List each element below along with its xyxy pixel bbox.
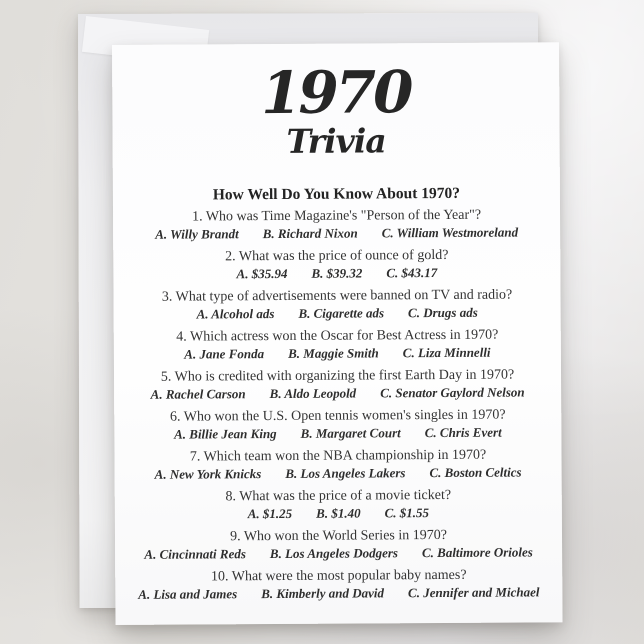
- answer-option-a: A. $35.94: [236, 265, 288, 282]
- answer-option-b: B. Los Angeles Lakers: [285, 465, 406, 481]
- answer-option-a: A. $1.25: [247, 505, 293, 522]
- question-text: 9. Who won the World Series in 1970?: [230, 527, 447, 545]
- answer-option-c: C. William Westmoreland: [381, 224, 519, 241]
- question-block: [121, 287, 552, 322]
- answer-option-a: A. Billie Jean King: [174, 426, 277, 442]
- answers-row: [122, 425, 553, 442]
- answer-option-c: C. $43.17: [386, 265, 438, 281]
- answer-option-b: B. $1.40: [316, 505, 361, 521]
- answers-row: [122, 345, 553, 362]
- card-subtitle: Trivia: [286, 121, 386, 161]
- card-heading: How Well Do You Know About 1970?: [212, 184, 461, 204]
- question-text: 5. Who is credited with organizing the first Earth Day in 1970?: [160, 367, 515, 385]
- question-text: 6. Who won the U.S. Open tennis women's singles in 1970?: [169, 407, 506, 425]
- question-block: [123, 567, 554, 602]
- question-block: [122, 447, 553, 482]
- answers-row: [121, 225, 552, 242]
- answers-row: [123, 545, 554, 562]
- answer-option-c: C. Liza Minnelli: [402, 344, 491, 361]
- answer-option-b: B. $39.32: [311, 265, 363, 281]
- answer-option-c: C. Baltimore Orioles: [421, 544, 533, 561]
- answer-option-c: C. Senator Gaylord Nelson: [380, 384, 525, 401]
- answer-option-c: C. Drugs ads: [407, 304, 478, 321]
- answer-option-b: B. Aldo Leopold: [269, 385, 357, 402]
- answer-option-a: A. Willy Brandt: [155, 226, 239, 242]
- question-block: [123, 527, 554, 562]
- question-text: 1. Who was Time Magazine's "Person of the Year"?: [192, 207, 482, 225]
- question-text: 4. Which actress won the Oscar for Best Actress in 1970?: [176, 327, 499, 345]
- question-block: [122, 407, 553, 442]
- answer-option-b: B. Margaret Court: [300, 425, 401, 441]
- answers-row: [121, 265, 552, 282]
- answers-row: [122, 305, 553, 322]
- question-block: [123, 487, 554, 522]
- question-text: 8. What was the price of a movie ticket?: [225, 487, 452, 505]
- answer-option-b: B. Kimberly and David: [261, 585, 385, 602]
- question-block: [121, 247, 552, 282]
- trivia-card: [112, 42, 563, 625]
- answer-option-a: A. Rachel Carson: [150, 386, 246, 402]
- answer-option-a: A. Alcohol ads: [196, 306, 275, 322]
- answer-option-c: C. $1.55: [384, 505, 430, 521]
- questions-list: [121, 207, 554, 602]
- answers-row: [123, 505, 554, 522]
- question-block: [122, 367, 553, 402]
- card-title-year: 1970: [260, 58, 411, 128]
- answer-option-b: B. Maggie Smith: [288, 345, 379, 361]
- question-text: 7. Which team won the NBA championship in 1970?: [189, 447, 487, 465]
- answer-option-a: A. Jane Fonda: [184, 346, 265, 362]
- answer-option-b: B. Los Angeles Dodgers: [269, 545, 398, 562]
- answer-option-a: A. Cincinnati Reds: [144, 546, 246, 562]
- answers-row: [123, 585, 554, 602]
- answer-option-a: A. Lisa and James: [138, 586, 238, 602]
- question-text: 10. What were the most popular baby names?: [210, 567, 467, 585]
- question-text: 3. What type of advertisements were banned on TV and radio?: [161, 287, 513, 305]
- answer-option-b: B. Richard Nixon: [262, 225, 358, 242]
- answer-option-b: B. Cigarette ads: [298, 305, 385, 321]
- answer-option-c: C. Boston Celtics: [429, 464, 522, 481]
- question-block: [122, 327, 553, 362]
- question-block: [121, 207, 552, 242]
- answer-option-c: C. Jennifer and Michael: [407, 584, 540, 601]
- answers-row: [122, 385, 553, 402]
- answer-option-c: C. Chris Evert: [424, 424, 502, 441]
- question-text: 2. What was the price of ounce of gold?: [225, 247, 449, 265]
- answers-row: [123, 465, 554, 482]
- answer-option-a: A. New York Knicks: [154, 466, 262, 482]
